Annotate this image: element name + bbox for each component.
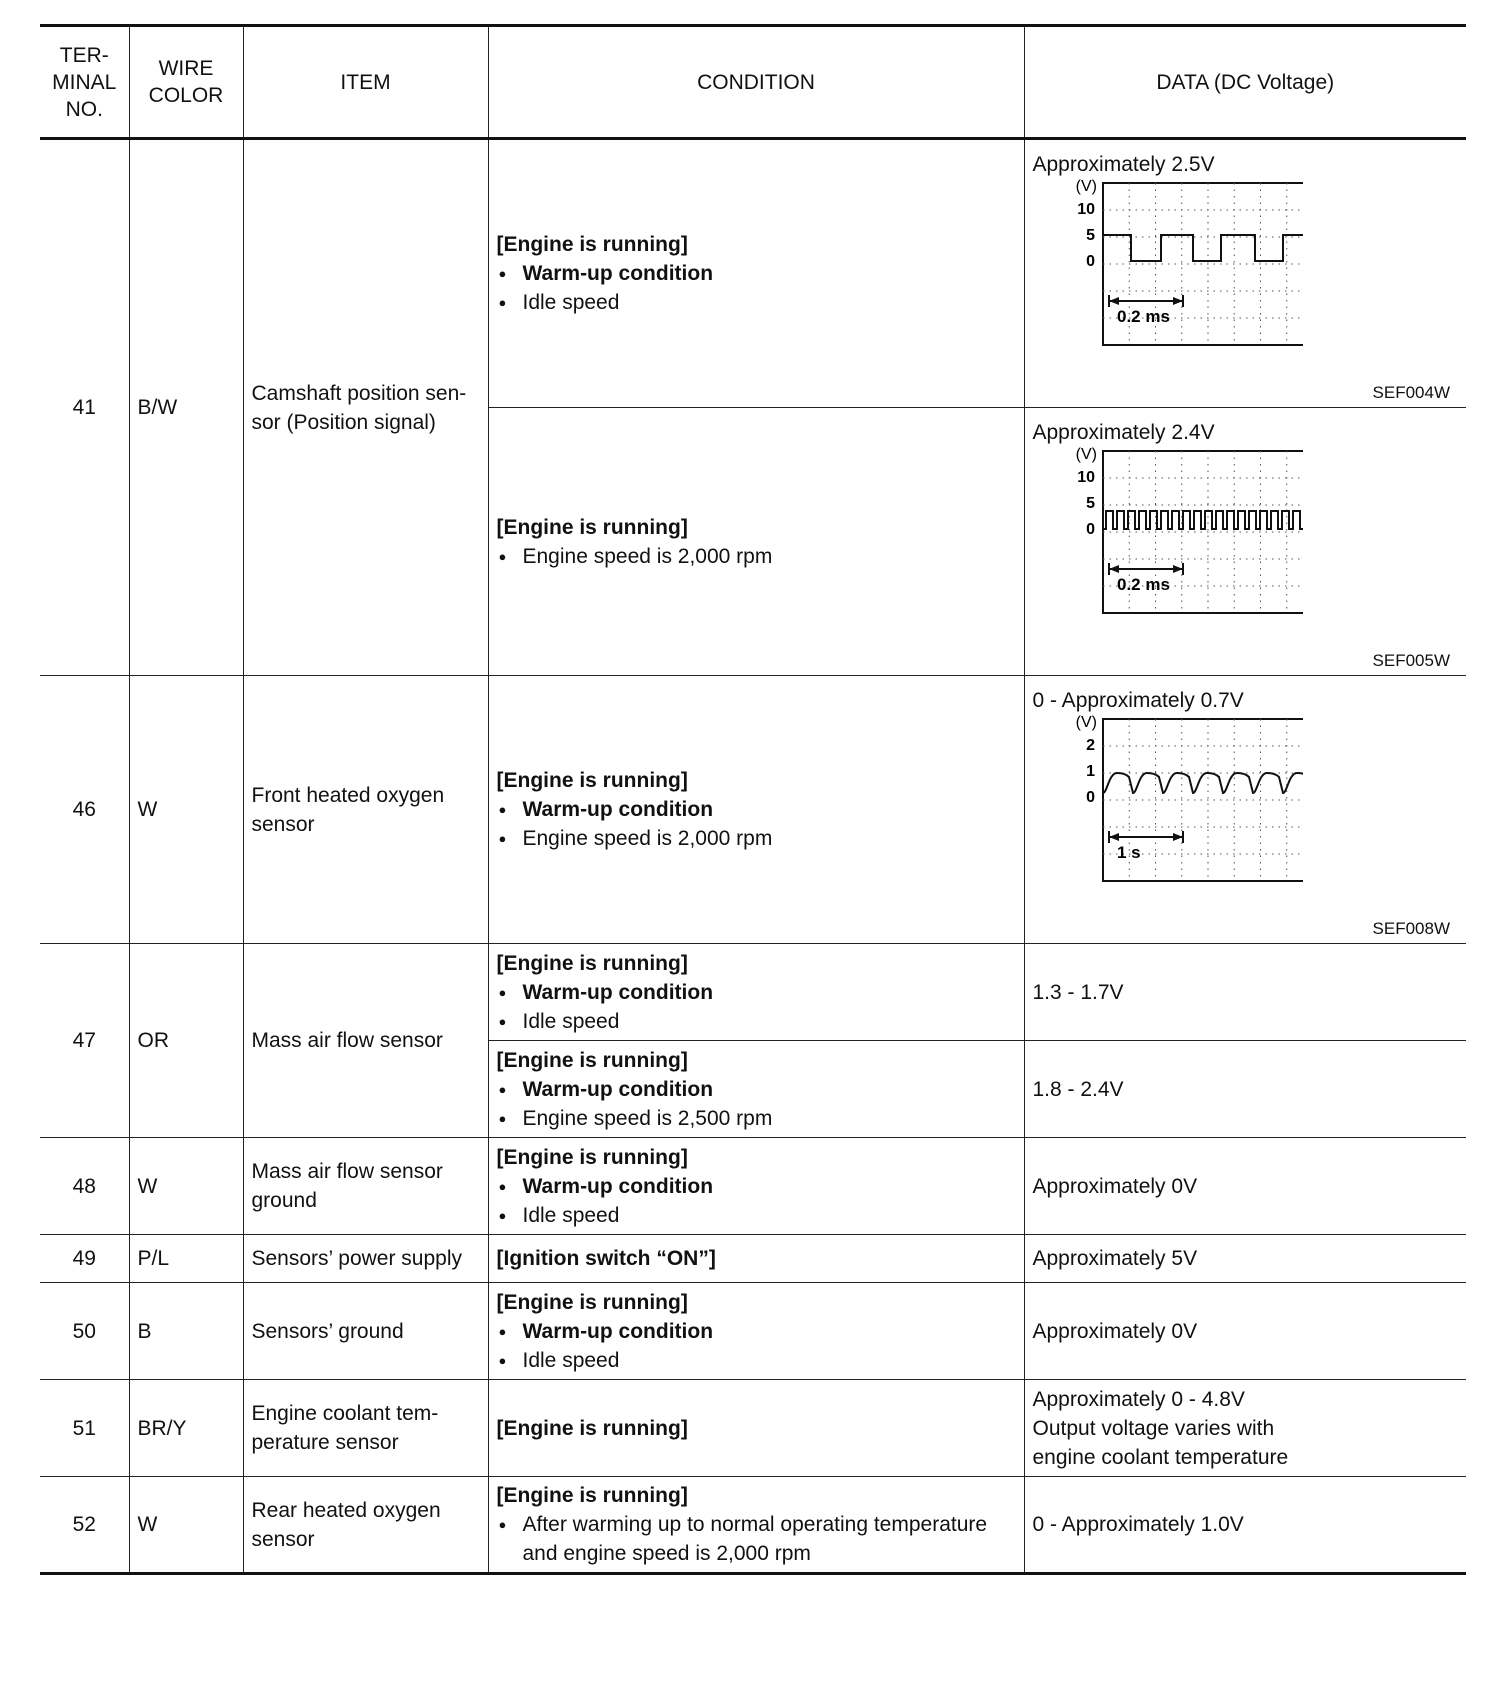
condition-bullet: ● Idle speed	[497, 288, 1016, 317]
condition-bullet: ● Idle speed	[497, 1007, 1016, 1036]
item-line: ground	[251, 1189, 317, 1212]
header-item: ITEM	[243, 26, 488, 139]
condition-bullet: ● Engine speed is 2,000 rpm	[497, 542, 1016, 571]
condition-bullet: ● Warm-up condition	[497, 795, 1016, 824]
item-line: Front heated oxygen	[251, 783, 445, 807]
condition-title: [Engine is running]	[496, 1145, 688, 1169]
scope-y-tick: 2	[1085, 737, 1095, 754]
condition-title: [Ignition switch “ON”]	[496, 1247, 716, 1270]
data-cell	[1024, 676, 1466, 944]
figure-id: SEF005W	[1372, 651, 1450, 670]
figure-id: SEF004W	[1372, 383, 1450, 402]
item-line: Sensors’ ground	[251, 1319, 404, 1343]
scope-y-tick: 1	[1085, 763, 1095, 780]
header-data: DATA (DC Voltage)	[1024, 26, 1466, 139]
data-value: Approximately 2.4V	[1032, 421, 1215, 444]
item-name	[243, 139, 488, 676]
condition-bullet: ● Engine speed is 2,000 rpm	[497, 824, 1016, 853]
condition-bullet: ● Idle speed	[497, 1346, 1016, 1375]
terminal-number: 41	[40, 139, 129, 676]
item-line: Mass air flow sensor	[251, 1029, 443, 1052]
scope-waveform	[1103, 235, 1303, 261]
table-body	[40, 139, 1466, 1574]
scope-waveform	[1103, 511, 1303, 529]
oscilloscope-plot	[1063, 715, 1303, 915]
table-row	[40, 676, 1466, 944]
scope-y-tick: 5	[1085, 495, 1095, 512]
data-cell	[1024, 1283, 1466, 1380]
header-terminal	[40, 26, 129, 139]
wire-color: W	[129, 1477, 243, 1574]
header-wire-line: COLOR	[148, 84, 224, 107]
condition-bullet: ● Engine speed is 2,500 rpm	[497, 1104, 1016, 1133]
wire-color: B/W	[129, 139, 243, 676]
terminal-number: 47	[40, 944, 129, 1138]
condition-cell	[488, 1283, 1024, 1380]
header-terminal-line: TER-	[59, 43, 109, 67]
item-line: perature sensor	[251, 1431, 399, 1454]
item-line: Sensors’ power supply	[251, 1247, 462, 1270]
oscilloscope-figure	[1033, 447, 1459, 675]
oscilloscope-plot	[1063, 447, 1303, 647]
scope-time-label: 0.2 ms	[1116, 575, 1170, 594]
ecm-terminal-table	[40, 24, 1466, 1575]
condition-cell	[488, 944, 1024, 1041]
item-line: Rear heated oxygen	[251, 1498, 441, 1522]
condition-cell	[488, 1477, 1024, 1574]
data-cell	[1024, 1235, 1466, 1283]
data-value: 1.8 - 2.4V	[1032, 1077, 1124, 1101]
data-cell	[1024, 1041, 1466, 1138]
scope-y-tick: 0	[1085, 521, 1095, 538]
condition-title: [Engine is running]	[496, 1048, 688, 1072]
data-value: Approximately 2.5V	[1032, 153, 1215, 176]
item-line: Engine coolant tem-	[251, 1402, 439, 1425]
condition-bullet: ● Warm-up condition	[497, 259, 1016, 288]
header-condition: CONDITION	[488, 26, 1024, 139]
terminal-number: 51	[40, 1380, 129, 1477]
wire-color: P/L	[129, 1235, 243, 1283]
scope-y-tick: 0	[1085, 253, 1095, 270]
item-line: sensor	[251, 812, 315, 836]
terminal-number: 46	[40, 676, 129, 944]
scope-time-label: 1 s	[1116, 843, 1141, 862]
scope-y-tick: 10	[1076, 201, 1095, 218]
data-value: 0 - Approximately 0.7V	[1032, 689, 1244, 712]
condition-title: [Engine is running]	[496, 515, 688, 539]
scope-waveform	[1103, 773, 1303, 793]
data-value-line: Approximately 0 - 4.8V	[1032, 1387, 1245, 1411]
table-row	[40, 944, 1466, 1041]
item-line: sor (Position signal)	[251, 410, 436, 434]
data-value-line: engine coolant temperature	[1032, 1445, 1289, 1469]
terminal-number: 48	[40, 1138, 129, 1235]
item-name	[243, 1235, 488, 1283]
item-name	[243, 1283, 488, 1380]
terminal-number: 52	[40, 1477, 129, 1574]
condition-title: [Engine is running]	[496, 233, 688, 256]
scope-y-units: (V)	[1075, 179, 1097, 195]
data-cell	[1024, 1477, 1466, 1574]
figure-id: SEF008W	[1372, 919, 1450, 938]
header-wire	[129, 26, 243, 139]
condition-bullet: ● After warming up to normal operating temperature and engine speed is 2,000 rpm	[497, 1510, 1016, 1568]
data-value: Approximately 0V	[1032, 1174, 1198, 1198]
table-row	[40, 1477, 1466, 1574]
scope-y-units: (V)	[1075, 447, 1097, 463]
condition-cell	[488, 1380, 1024, 1477]
table-row	[40, 1138, 1466, 1235]
condition-title: [Engine is running]	[496, 1484, 688, 1507]
data-value: 1.3 - 1.7V	[1032, 980, 1124, 1004]
scope-y-units: (V)	[1075, 715, 1097, 731]
data-cell	[1024, 139, 1466, 408]
condition-cell	[488, 676, 1024, 944]
header-terminal-line: MINAL	[52, 70, 117, 94]
condition-cell	[488, 1041, 1024, 1138]
item-name	[243, 676, 488, 944]
scope-time-label: 0.2 ms	[1116, 307, 1170, 326]
data-cell	[1024, 408, 1466, 676]
item-line: Mass air flow sensor	[251, 1160, 443, 1183]
condition-bullet: ● Idle speed	[497, 1201, 1016, 1230]
header-wire-line: WIRE	[158, 57, 214, 80]
condition-title: [Engine is running]	[496, 1416, 688, 1440]
condition-cell	[488, 139, 1024, 408]
wire-color: OR	[129, 944, 243, 1138]
data-value: Approximately 0V	[1032, 1319, 1198, 1343]
item-name	[243, 944, 488, 1138]
wire-color: B	[129, 1283, 243, 1380]
wire-color: W	[129, 676, 243, 944]
condition-title: [Engine is running]	[496, 769, 688, 792]
item-name	[243, 1380, 488, 1477]
condition-bullet: ● Warm-up condition	[497, 978, 1016, 1007]
wire-color: BR/Y	[129, 1380, 243, 1477]
header-terminal-line: NO.	[65, 97, 103, 121]
oscilloscope-figure	[1033, 179, 1459, 407]
table-row	[40, 1380, 1466, 1477]
condition-title: [Engine is running]	[496, 1290, 688, 1314]
data-value: Approximately 5V	[1032, 1247, 1198, 1270]
oscilloscope-plot	[1063, 179, 1303, 379]
oscilloscope-figure	[1033, 715, 1459, 943]
item-line: sensor	[251, 1527, 315, 1551]
condition-cell	[488, 1138, 1024, 1235]
terminal-number: 50	[40, 1283, 129, 1380]
condition-title: [Engine is running]	[496, 951, 688, 975]
condition-bullet: ● Warm-up condition	[497, 1317, 1016, 1346]
terminal-number: 49	[40, 1235, 129, 1283]
data-value: 0 - Approximately 1.0V	[1032, 1513, 1244, 1536]
data-value-line: Output voltage varies with	[1032, 1416, 1275, 1440]
item-name	[243, 1477, 488, 1574]
condition-cell	[488, 1235, 1024, 1283]
condition-bullet: ● Warm-up condition	[497, 1075, 1016, 1104]
scope-y-tick: 5	[1085, 227, 1095, 244]
table-row	[40, 1235, 1466, 1283]
data-cell	[1024, 1380, 1466, 1477]
table-header-row	[40, 26, 1466, 139]
wire-color: W	[129, 1138, 243, 1235]
condition-bullet: ● Warm-up condition	[497, 1172, 1016, 1201]
condition-cell	[488, 408, 1024, 676]
item-name	[243, 1138, 488, 1235]
scope-y-tick: 10	[1076, 469, 1095, 486]
terminal-data-table-page	[40, 24, 1466, 1575]
table-row	[40, 139, 1466, 408]
item-line: Camshaft position sen-	[251, 381, 467, 405]
data-cell	[1024, 1138, 1466, 1235]
data-cell	[1024, 944, 1466, 1041]
table-row	[40, 1283, 1466, 1380]
scope-y-tick: 0	[1085, 789, 1095, 806]
